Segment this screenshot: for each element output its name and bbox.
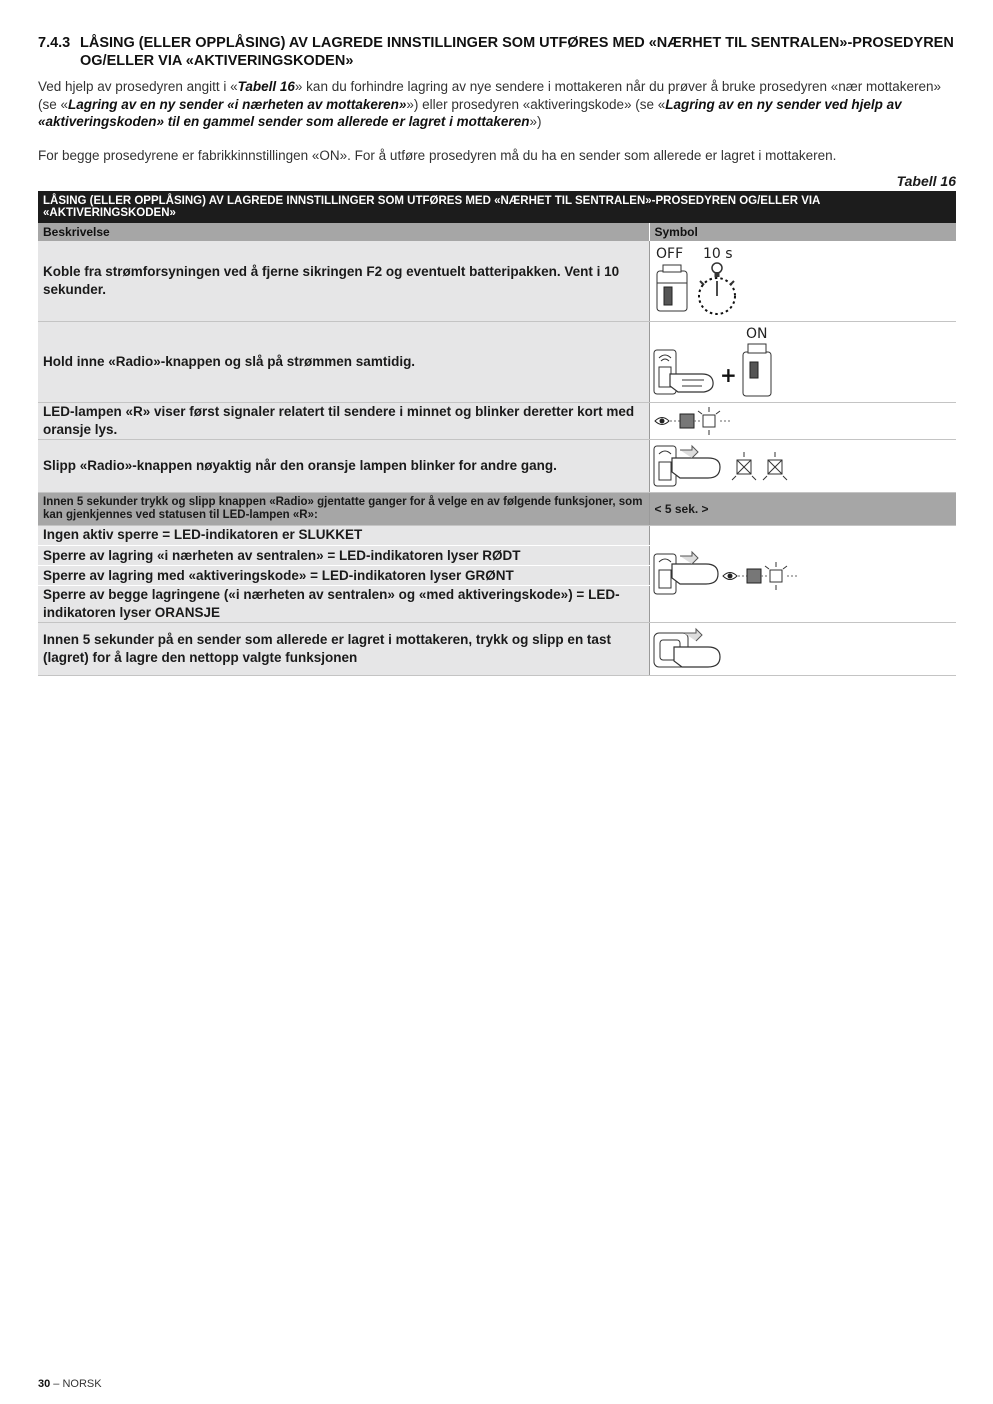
procedure-table xyxy=(38,191,956,676)
option-description: Sperre av lagring med «aktiveringskode» = LED-indikatoren lyser GRØNT xyxy=(38,565,649,585)
column-header-symbol: Symbol xyxy=(649,223,956,241)
step-symbol xyxy=(649,525,956,622)
breaker-icon xyxy=(657,265,687,311)
step-description: Koble fra strømforsyningen ved å fjerne sikringen F2 og eventuelt batteripakken. Vent i 10 sekunder. xyxy=(38,241,649,322)
hand-press-icon xyxy=(672,552,718,584)
ref-procedure-code: Lagring av en ny sender ved hjelp av «aktiveringskoden» til en gammel sender som allerede er lagret i mottakeren xyxy=(38,96,902,129)
option-description: Ingen aktiv sperre = LED-indikatoren er SLUKKET xyxy=(38,525,649,545)
section-title: LÅSING (ELLER OPPLÅSING) AV LAGREDE INNSTILLINGER SOM UTFØRES MED «NÆRHET TIL SENTRALEN»-PROSEDYREN OG/ELLER VIA «AKTIVERINGSKODEN» xyxy=(80,35,954,69)
page-number: 30 xyxy=(38,1378,51,1390)
step-description: Innen 5 sekunder trykk og slipp knappen «Radio» gjentatte ganger for å velge en av følgende funksjoner, som kan gjenkjennes ved statusen til LED-lampen «R»: xyxy=(38,492,649,525)
table-row xyxy=(38,439,956,492)
step-symbol xyxy=(649,402,956,439)
select-function-icon xyxy=(650,526,956,622)
intro-text: ») xyxy=(529,114,542,129)
page-content xyxy=(38,34,956,676)
led-blink-icon xyxy=(763,452,787,480)
table-header-row xyxy=(38,223,956,241)
section-heading xyxy=(38,34,956,70)
on-label: ON xyxy=(745,325,767,342)
transmitter-press-icon xyxy=(650,623,956,675)
power-off-wait-icon xyxy=(650,241,956,321)
table-row xyxy=(38,241,956,322)
table-title: LÅSING (ELLER OPPLÅSING) AV LAGREDE INNSTILLINGER SOM UTFØRES MED «NÆRHET TIL SENTRALEN»-PROSEDYREN OG/ELLER VIA «AKTIVERINGSKODEN» xyxy=(38,191,956,223)
footer-language: NORSK xyxy=(62,1378,102,1390)
option-description: Sperre av lagring «i nærheten av sentralen» = LED-indikatoren lyser RØDT xyxy=(38,545,649,565)
table-row xyxy=(38,622,956,675)
plus-icon: + xyxy=(719,362,737,387)
table-caption: Tabell 16 xyxy=(896,172,956,189)
radio-button-power-on-icon xyxy=(650,322,956,402)
time-label: 10 s xyxy=(702,245,733,262)
eye-icon xyxy=(723,572,737,579)
footer-separator: – xyxy=(50,1378,63,1390)
intro-text: ») eller prosedyren «aktiveringskode» (se « xyxy=(406,96,666,112)
table-row xyxy=(38,492,956,525)
section-number: 7.4.3 xyxy=(38,35,71,51)
step-description: Slipp «Radio»-knappen nøyaktig når den oransje lampen blinker for andre gang. xyxy=(38,439,649,492)
step-description: Innen 5 sekunder på en sender som allerede er lagret i mottakeren, trykk og slipp en tast (lagret) for å lagre den nettopp valgte funksjonen xyxy=(38,622,649,675)
ref-table-link: Tabell 16 xyxy=(237,79,295,94)
release-radio-icon xyxy=(650,440,956,492)
intro-text: » kan du forhindre lagring av nye sendere i mottakeren når du prøver å bruke prosedyren «nær mottakeren» (se « xyxy=(38,79,942,112)
hand-press-icon xyxy=(670,374,713,392)
page-footer xyxy=(38,1378,102,1390)
led-square-icon xyxy=(747,569,761,583)
hand-release-icon xyxy=(672,446,720,478)
step-description: LED-lampen «R» viser først signaler relatert til sendere i minnet og blinker deretter kort med oransje lys. xyxy=(38,402,649,439)
led-blink-icon xyxy=(732,452,756,480)
led-blink-icon xyxy=(765,562,787,590)
led-square-icon xyxy=(680,414,694,428)
step-symbol xyxy=(649,439,956,492)
step-symbol xyxy=(649,241,956,322)
stopwatch-icon xyxy=(699,263,735,314)
table-title-row xyxy=(38,191,956,223)
led-signal-icon xyxy=(650,403,956,439)
factory-setting-paragraph: For begge prosedyrene er fabrikkinnstillingen «ON». For å utføre prosedyren må du ha en sender som allerede er lagret i mottakeren. xyxy=(38,147,837,163)
time-limit-label: < 5 sek. > xyxy=(649,492,956,525)
ref-procedure-near: Lagring av en ny sender «i nærheten av mottakeren» xyxy=(68,96,407,112)
table-row xyxy=(38,402,956,439)
table-row xyxy=(38,321,956,402)
option-description: Sperre av begge lagringene («i nærheten av sentralen» og «med aktiveringskode») = LED-indikatoren lyser ORANSJE xyxy=(38,586,649,622)
column-header-description: Beskrivelse xyxy=(38,223,649,241)
intro-paragraph xyxy=(38,78,956,131)
step-description: Hold inne «Radio»-knappen og slå på strømmen samtidig. xyxy=(38,321,649,402)
table-row xyxy=(38,525,956,545)
led-blink-icon xyxy=(698,407,720,435)
breaker-icon xyxy=(743,344,771,396)
step-symbol xyxy=(649,321,956,402)
eye-icon xyxy=(655,417,669,424)
off-label: OFF xyxy=(655,245,683,262)
intro-text: Ved hjelp av prosedyren angitt i « xyxy=(38,79,238,94)
step-symbol xyxy=(649,622,956,675)
